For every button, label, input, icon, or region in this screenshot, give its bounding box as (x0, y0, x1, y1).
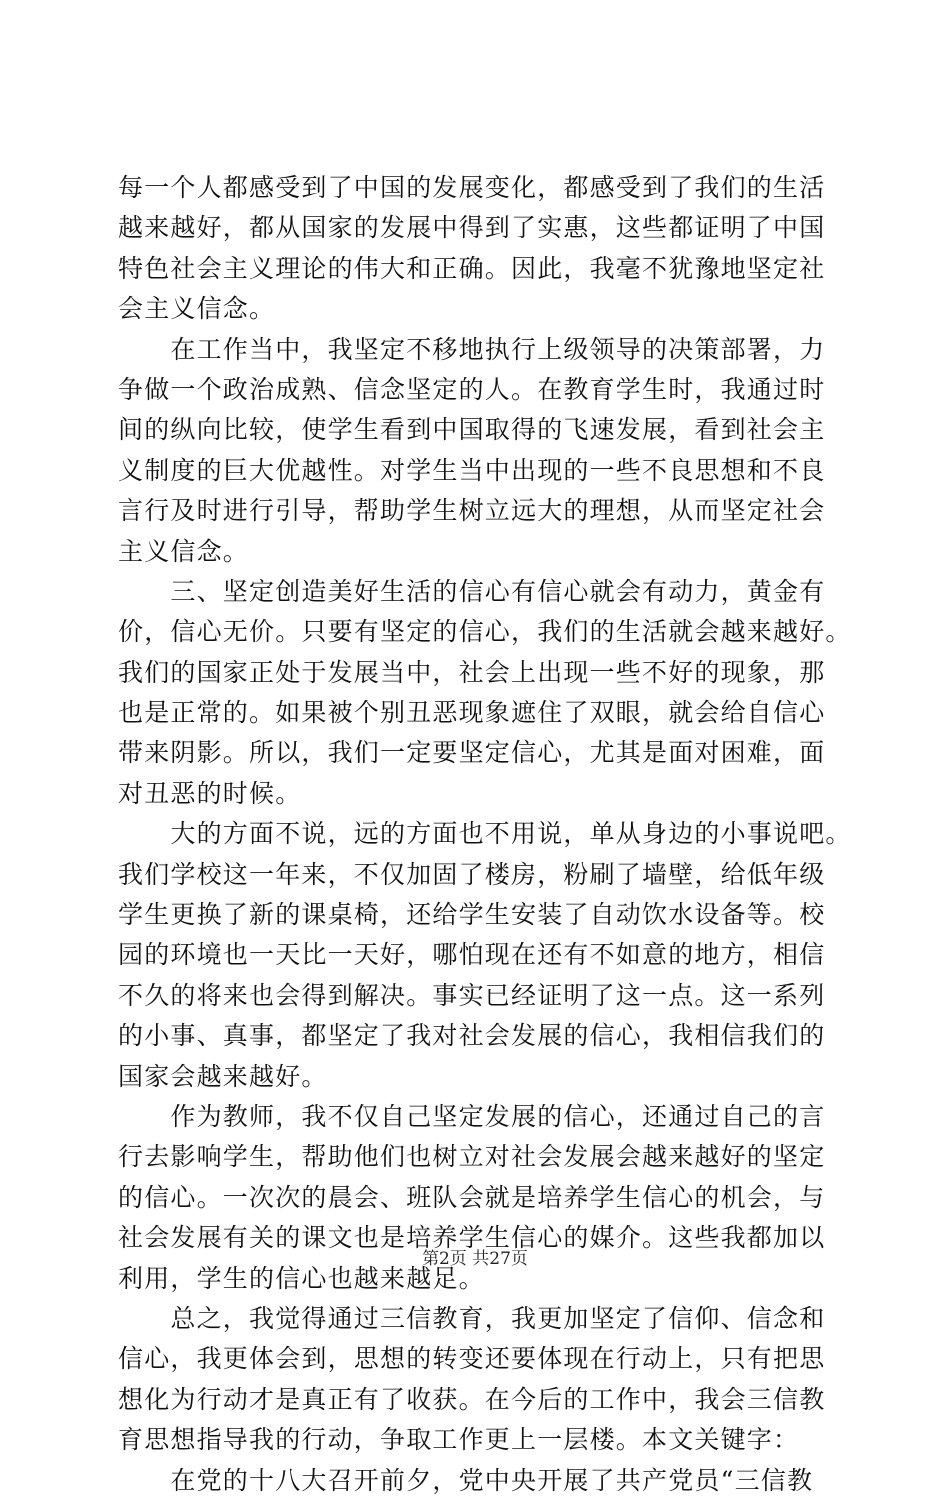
text-line: 的小事、真事，都坚定了我对社会发展的信心，我相信我们的 (118, 1021, 826, 1051)
text-line: 言行及时进行引导，帮助学生树立远大的理想，从而坚定社会 (118, 496, 826, 526)
text-line: 带来阴影。所以，我们一定要坚定信心，尤其是面对困难，面 (118, 738, 826, 768)
page-footer: 第2页 共27页 (422, 1249, 528, 1269)
text-line: 在党的十八大召开前夕，党中央开展了共产党员“三信教 (118, 1465, 814, 1495)
text-line: 在工作当中，我坚定不移地执行上级领导的决策部署，力 (118, 334, 826, 364)
text-line: 特色社会主义理论的伟大和正确。因此，我毫不犹豫地坚定社 (118, 253, 826, 283)
text-line: 学生更换了新的课桌椅，还给学生安装了自动饮水设备等。校 (118, 900, 826, 930)
text-line: 主义信念。 (118, 536, 250, 566)
text-line: 我们的国家正处于发展当中，社会上出现一些不好的现象，那 (118, 657, 826, 687)
text-line: 间的纵向比较，使学生看到中国取得的飞速发展，看到社会主 (118, 415, 826, 445)
text-line: 想化为行动才是真正有了收获。在今后的工作中，我会三信教 (118, 1384, 826, 1414)
text-line: 国家会越来越好。 (118, 1061, 328, 1091)
text-line: 信心，我更体会到，思想的转变还要体现在行动上，只有把思 (118, 1344, 826, 1374)
text-line: 园的环境也一天比一天好，哪怕现在还有不如意的地方，相信 (118, 940, 826, 970)
text-line: 越来越好，都从国家的发展中得到了实惠，这些都证明了中国 (118, 213, 826, 243)
text-line: 作为教师，我不仅自己坚定发展的信心，还通过自己的言 (118, 1101, 826, 1131)
text-line: 不久的将来也会得到解决。事实已经证明了这一点。这一系列 (118, 980, 826, 1010)
text-line: 我们学校这一年来，不仅加固了楼房，粉刷了墙壁，给低年级 (118, 859, 826, 889)
text-line: 争做一个政治成熟、信念坚定的人。在教育学生时，我通过时 (118, 374, 826, 404)
text-line: 也是正常的。如果被个别丑恶现象遮住了双眼，就会给自信心 (118, 698, 826, 728)
text-line: 价，信心无价。只要有坚定的信心，我们的生活就会越来越好。 (118, 617, 852, 647)
text-line: 行去影响学生，帮助他们也树立对社会发展会越来越好的坚定 (118, 1142, 826, 1172)
document-body (118, 168, 852, 1501)
text-line: 育思想指导我的行动，争取工作更上一层楼。本文关键字： (118, 1425, 800, 1455)
text-line: 会主义信念。 (118, 294, 276, 324)
text-line: 每一个人都感受到了中国的发展变化，都感受到了我们的生活 (118, 173, 826, 202)
text-line: 大的方面不说，远的方面也不用说，单从身边的小事说吧。 (118, 819, 852, 849)
text-line: 利用，学生的信心也越来越足。 (118, 1263, 485, 1293)
text-line: 社会发展有关的课文也是培养学生信心的媒介。这些我都加以 (118, 1223, 826, 1253)
text-line: 总之，我觉得通过三信教育，我更加坚定了信仰、信念和 (118, 1303, 826, 1333)
text-line: 义制度的巨大优越性。对学生当中出现的一些不良思想和不良 (118, 455, 826, 485)
text-line: 的信心。一次次的晨会、班队会就是培养学生信心的机会，与 (118, 1182, 826, 1212)
text-line: 三、坚定创造美好生活的信心有信心就会有动力，黄金有 (118, 576, 826, 606)
text-line: 对丑恶的时候。 (118, 778, 302, 808)
